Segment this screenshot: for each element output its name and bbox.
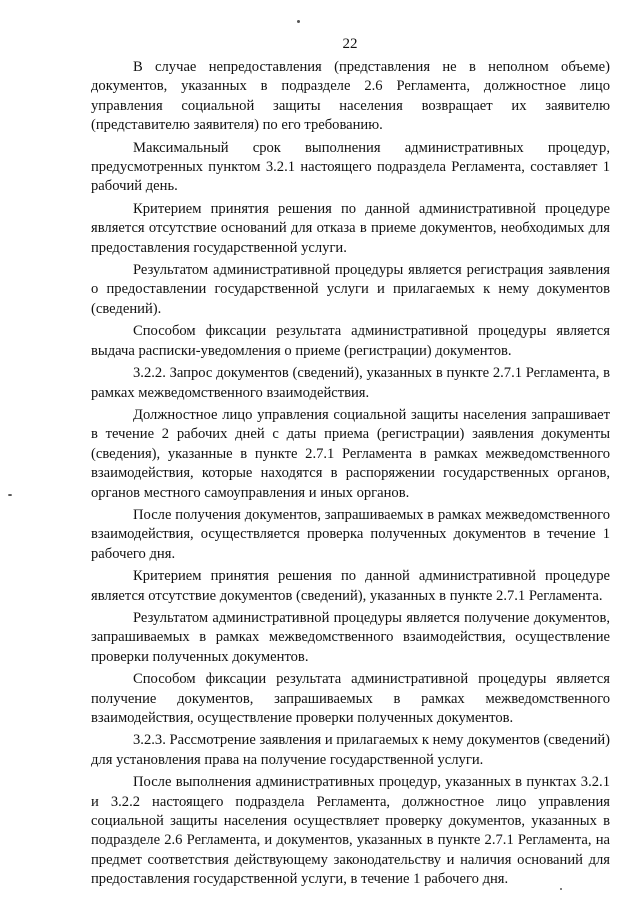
section-heading-3-2-2: 3.2.2. Запрос документов (сведений), указанных в пункте 2.7.1 Регламента, в рамках межведомственного взаимодействия. [91,365,610,401]
paragraph: Максимальный срок выполнения административных процедур, предусмотренных пунктом 3.2.1 настоящего подраздела Регламента, составляет 1 рабочий день. [91,139,610,195]
paragraph: Результатом административной процедуры является получение документов, запрашиваемых в рамках межведомственного взаимодействия, осуществление проверки полученных документов. [91,609,610,665]
paragraph: Критерием принятия решения по данной административной процедуре является отсутствие оснований для отказа в приеме документов, необходимых для предоставления государственной услуги. [91,200,610,256]
paragraph: Должностное лицо управления социальной защиты населения запрашивает в течение 2 рабочих дней с даты приема (регистрации) заявления документы (сведения), указанные в пункте 2.7.1 Регламента в рамках межведомственного взаимодействия, которые находятся в распоряжении государственных органов, органов местного самоуправления и иных органов. [91,406,610,501]
scan-speck [297,20,300,23]
paragraph: Способом фиксации результата административной процедуры является выдача расписки-уведомления о приеме (регистрации) документов. [91,323,610,359]
paragraph: После получения документов, запрашиваемых в рамках межведомственного взаимодействия, осуществляется проверка полученных документов в течение 1 рабочего дня. [91,506,610,562]
paragraph: Результатом административной процедуры является регистрация заявления о предоставлении государственной услуги и прилагаемых к нему документов (сведений). [91,262,610,317]
paragraph: В случае непредоставления (представления не в неполном объеме) документов, указанных в подразделе 2.6 Регламента, должностное лицо управления социальной защиты населения возвращает их заявителю (представителю заявителя) по его требованию. [91,59,610,134]
paragraph: Способом фиксации результата административной процедуры является получение документов, запрашиваемых в рамках межведомственного взаимодействия, осуществление проверки полученных документов. [91,671,610,726]
paragraph: После выполнения административных процедур, указанных в пунктах 3.2.1 и 3.2.2 настоящего подраздела Регламента, должностное лицо управления социальной защиты населения осуществляет проверку документов, указанных в подразделе 2.6 Регламента, и документов, указанных в пункте 2.7.1 Регламента, на предмет соответствия действующему законодательству и наличия оснований для предоставления государственной услуги, в течение 1 рабочего дня. [91,774,610,888]
document-body [91,58,610,893]
paragraph: Критерием принятия решения по данной административной процедуре является отсутствие документов (сведений), указанных в пункте 2.7.1 Регламента. [91,568,610,604]
section-heading-3-2-3: 3.2.3. Рассмотрение заявления и прилагаемых к нему документов (сведений) для установления права на получение государственной услуги. [91,732,610,768]
page-number: 22 [342,36,358,52]
scan-speck [8,494,12,496]
